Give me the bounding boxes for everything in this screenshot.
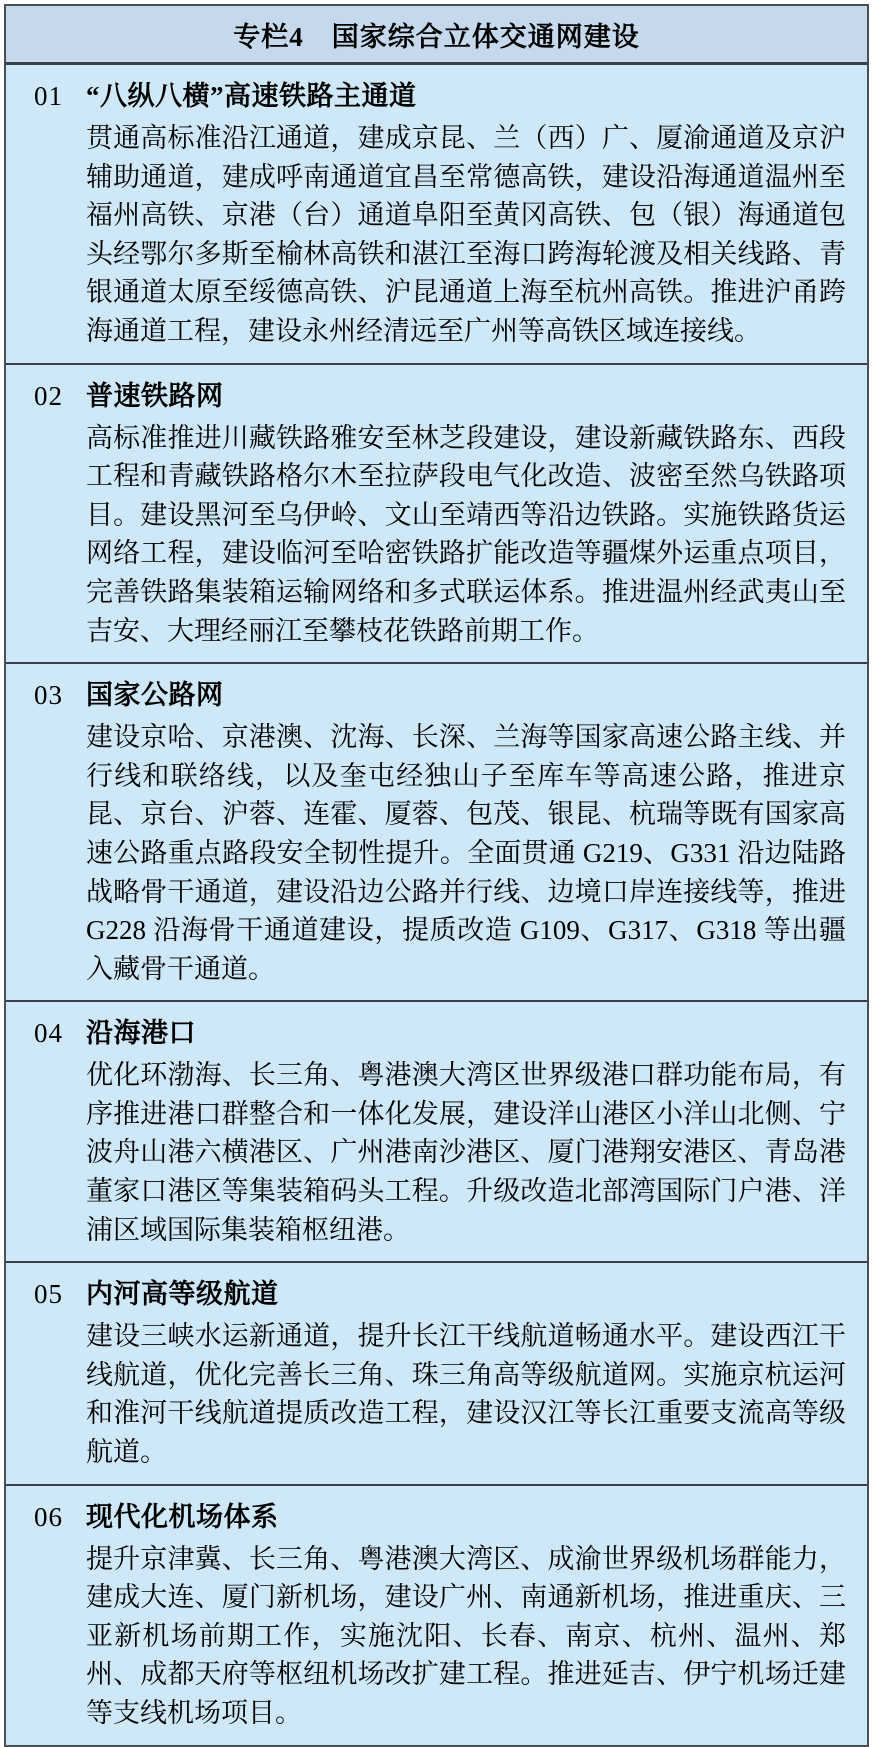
section-body: 优化环渤海、长三角、粤港澳大湾区世界级港口群功能布局，有序推进港口群整合和一体化发展，建设洋山港区小洋山北侧、宁波舟山港六横港区、广州港南沙港区、厦门港翔安港区、青岛港董家口港区等集装箱码头工程。升级改造北部湾国际门户港、洋浦区域国际集装箱枢纽港。: [86, 1060, 846, 1245]
section-heading: 沿海港口: [86, 1018, 196, 1049]
section-head: [6, 1002, 867, 1050]
section-02: [6, 363, 867, 663]
section-number: 05: [34, 1279, 63, 1310]
section-heading: 内河高等级航道: [86, 1279, 279, 1310]
section-head: [6, 664, 867, 712]
section-number: 04: [34, 1018, 63, 1049]
section-body: 建设三峡水运新通道，提升长江干线航道畅通水平。建设西江干线航道，优化完善长三角、珠三角高等级航道网。实施京杭运河和淮河干线航道提质改造工程，建设汉江等长江重要支流高等级航道。: [86, 1321, 846, 1468]
section-head: [6, 365, 867, 413]
section-heading: 国家公路网: [86, 680, 224, 711]
section-05: [6, 1261, 867, 1483]
section-06: [6, 1484, 867, 1745]
section-heading: “八纵八横”高速铁路主通道: [86, 81, 417, 111]
column-title: 专栏4 国家综合立体交通网建设: [6, 6, 867, 65]
section-number: 03: [34, 680, 63, 711]
section-head: [6, 1486, 867, 1534]
section-heading: 普速铁路网: [86, 380, 224, 411]
section-head: [6, 65, 867, 113]
section-heading: 现代化机场体系: [86, 1501, 279, 1532]
section-body: 贯通高标准沿江通道，建成京昆、兰（西）广、厦渝通道及京沪辅助通道，建成呼南通道宜昌至常德高铁，建设沿海通道温州至福州高铁、京港（台）通道阜阳至黄冈高铁、包（银）海通道包头经鄂尔多斯至榆林高铁和湛江至海口跨海轮渡及相关线路、青银通道太原至绥德高铁、沪昆通道上海至杭州高铁。推进沪甬跨海通道工程，建设永州经清远至广州等高铁区域连接线。: [86, 123, 846, 346]
section-body: 提升京津冀、长三角、粤港澳大湾区、成渝世界级机场群能力，建成大连、厦门新机场，建设广州、南通新机场，推进重庆、三亚新机场前期工作，实施沈阳、长春、南京、杭州、温州、郑州、成都天府等枢纽机场改扩建工程。推进延吉、伊宁机场迁建等支线机场项目。: [86, 1543, 846, 1728]
section-body: 建设京哈、京港澳、沈海、长深、兰海等国家高速公路主线、并行线和联络线，以及奎屯经独山子至库车等高速公路，推进京昆、京台、沪蓉、连霍、厦蓉、包茂、银昆、杭瑞等既有国家高速公路重点路段安全韧性提升。全面贯通 G219、G331 沿边陆路战略骨干通道，建设沿边公路并行线、边境口岸连接线等，推进 G228 沿海骨干通道建设，提质改造 G109、G317、G318 等出疆入藏骨干通道。: [86, 722, 846, 984]
section-04: [6, 1000, 867, 1261]
section-01: [6, 65, 867, 363]
section-head: [6, 1263, 867, 1311]
section-body: 高标准推进川藏铁路雅安至林芝段建设，建设新藏铁路东、西段工程和青藏铁路格尔木至拉萨段电气化改造、波密至然乌铁路项目。建设黑河至乌伊岭、文山至靖西等沿边铁路。实施铁路货运网络工程，建设临河至哈密铁路扩能改造等疆煤外运重点项目，完善铁路集装箱运输网络和多式联运体系。推进温州经武夷山至吉安、大理经丽江至攀枝花铁路前期工作。: [86, 422, 846, 646]
section-number: 01: [34, 81, 63, 111]
section-number: 06: [34, 1501, 63, 1532]
column-box: [4, 4, 869, 1747]
section-03: [6, 662, 867, 1000]
section-number: 02: [34, 380, 63, 411]
